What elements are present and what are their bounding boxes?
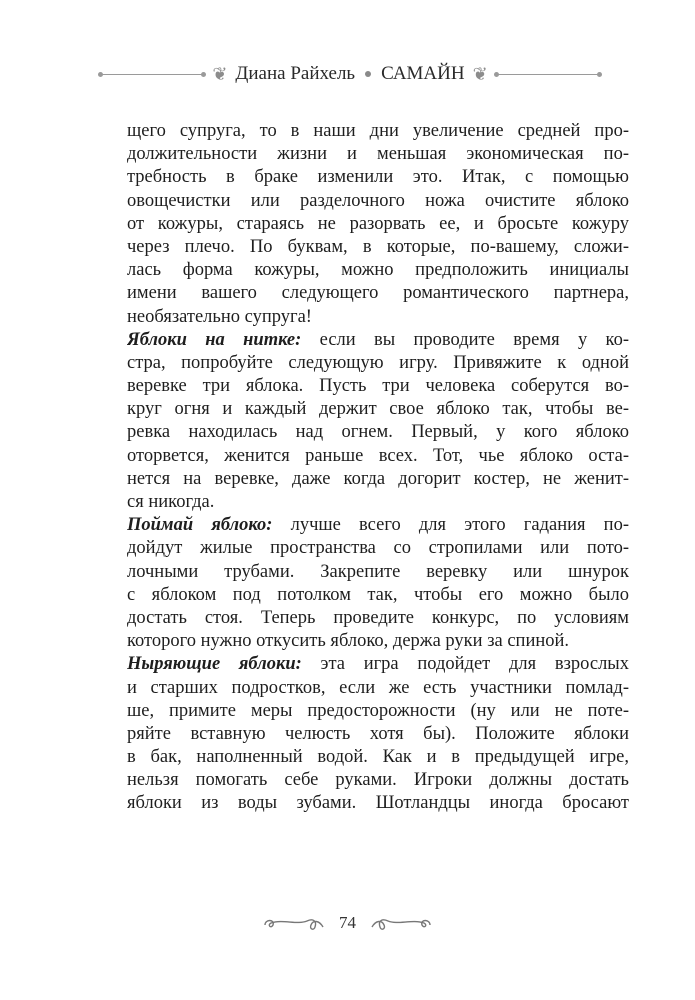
text-line [127, 375, 629, 398]
line-text: если вы проводите время у ко- [301, 329, 629, 350]
text-line [127, 491, 629, 514]
line-text: должительности жизни и меньшая экономическая по- [127, 144, 629, 165]
line-text: яблоки из воды зубами. Шотландцы иногда бросают [127, 793, 629, 814]
page-footer [0, 913, 695, 933]
text-line [127, 120, 629, 143]
line-text: лучше всего для этого гадания по- [272, 515, 629, 536]
line-text: ся никогда. [127, 492, 215, 512]
text-line [127, 259, 629, 282]
text-line [127, 143, 629, 166]
text-line [127, 700, 629, 723]
running-header [100, 60, 600, 88]
line-text: имени вашего следующего романтического партнера, [127, 283, 629, 304]
line-text: лочными трубами. Закрепите веревку или шнурок [127, 561, 629, 582]
text-line [127, 468, 629, 491]
text-line [127, 769, 629, 792]
text-line [127, 352, 629, 375]
line-text: лась форма кожуры, можно предположить инициалы [127, 260, 629, 281]
line-text: которого нужно откусить яблоко, держа руки за спиной. [127, 631, 570, 652]
line-text: щего супруга, то в наши дни увеличение средней про- [127, 121, 629, 141]
line-text: веревке три яблока. Пусть три человека соберутся во- [127, 376, 629, 397]
text-line [127, 653, 629, 676]
text-line [127, 398, 629, 421]
text-line [127, 723, 629, 746]
text-line [127, 213, 629, 236]
line-text: и старших подростков, если же есть участники помлад- [127, 677, 629, 698]
text-line [127, 607, 629, 630]
line-text: эта игра подойдет для взрослых [301, 654, 629, 675]
text-line [127, 282, 629, 305]
text-line [127, 445, 629, 468]
text-line [127, 166, 629, 189]
line-text: от кожуры, стараясь не разорвать ее, и бросьте кожуру [127, 213, 629, 234]
line-text: с яблоком под потолком так, чтобы его можно было [127, 584, 629, 605]
header-rule-right [496, 74, 600, 75]
line-text: ше, примите меры предосторожности (ну или не поте- [127, 700, 629, 721]
line-text: требность в браке изменили это. Итак, с помощью [127, 167, 629, 188]
section-lead-in: Поймай яблоко: [127, 515, 273, 536]
text-line [127, 792, 629, 815]
line-text: достать стоя. Теперь проведите конкурс, по условиям [127, 607, 629, 628]
text-line [127, 306, 629, 329]
section-lead-in: Яблоки на нитке: [127, 329, 302, 350]
line-text: необязательно супруга! [127, 306, 312, 327]
text-line [127, 514, 629, 537]
text-line [127, 421, 629, 444]
line-text: нельзя помогать себе руками. Игроки должны достать [127, 770, 629, 791]
line-text: круг огня и каждый держит свое яблоко так, чтобы ве- [127, 399, 629, 420]
line-text: ревка находилась над огнем. Первый, у кого яблоко [127, 422, 629, 443]
text-line [127, 190, 629, 213]
text-line [127, 584, 629, 607]
swirl-ornament-right-icon [370, 913, 432, 933]
line-text: оторвется, женится раньше всех. Тот, чье яблоко оста- [127, 445, 629, 466]
line-text: нется на веревке, даже когда догорит костер, не женит- [127, 468, 629, 489]
line-text: ряйте вставную челюсть хотя бы). Положите яблоки [127, 723, 629, 744]
text-line [127, 677, 629, 700]
text-line [127, 537, 629, 560]
line-text: овощечистки или разделочного ножа очистите яблоко [127, 190, 629, 211]
section-lead-in: Ныряющие яблоки: [127, 654, 302, 675]
header-title: САМАЙН [381, 63, 465, 84]
page-number: 74 [339, 913, 356, 932]
text-line [127, 746, 629, 769]
header-author: Диана Райхель [235, 63, 356, 84]
swirl-ornament-left-icon [263, 913, 325, 933]
text-line [127, 329, 629, 352]
text-line [127, 236, 629, 259]
header-rule-left [100, 74, 204, 75]
flourish-icon: ❦ [212, 63, 228, 84]
text-line [127, 630, 629, 653]
text-line [127, 561, 629, 584]
line-text: дойдут жилые пространства со стропилами или пото- [127, 538, 629, 559]
page-body-text [127, 120, 629, 816]
flourish-icon: ❦ [472, 63, 488, 84]
line-text: через плечо. По буквам, в которые, по-вашему, сложи- [127, 236, 629, 257]
bullet-dot-icon [365, 71, 371, 77]
line-text: в бак, наполненный водой. Как и в предыдущей игре, [127, 747, 629, 768]
line-text: стра, попробуйте следующую игру. Привяжите к одной [127, 352, 629, 373]
